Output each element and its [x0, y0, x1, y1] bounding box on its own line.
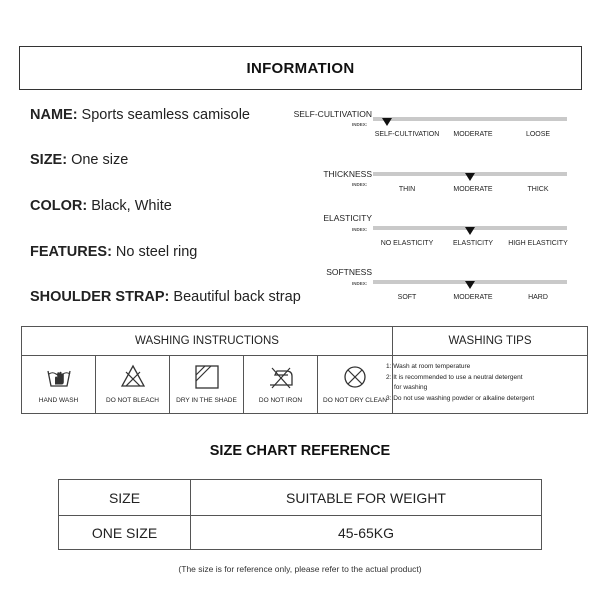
- size-chart-note: (The size is for reference only, please refer to the actual product): [178, 564, 422, 574]
- scale-marker: [465, 227, 475, 235]
- scale-label-low: SOFT: [397, 294, 417, 301]
- care-label: HAND WASH: [38, 397, 79, 404]
- spec-features-key: FEATURES:: [30, 244, 112, 260]
- care-cell-do-not-iron: [244, 356, 318, 413]
- scale-label-high: HARD: [528, 294, 548, 301]
- scale-index-label: INDEX:: [352, 182, 368, 187]
- spec-features: [30, 244, 197, 260]
- scale-label-mid: MODERATE: [453, 186, 493, 193]
- spec-size: [30, 152, 128, 168]
- care-cell-dry-in-shade: [170, 356, 244, 413]
- scale-self-cultivation: [280, 109, 570, 159]
- washing-instructions-header: WASHING INSTRUCTIONS: [22, 327, 393, 356]
- spec-name-key: NAME:: [30, 107, 78, 123]
- care-cell-do-not-bleach: [96, 356, 170, 413]
- washing-tip: for washing: [394, 384, 428, 391]
- spec-name-value: Sports seamless camisole: [77, 107, 250, 123]
- scale-label-mid: ELASTICITY: [452, 240, 494, 247]
- table-header-weight: SUITABLE FOR WEIGHT: [286, 489, 446, 506]
- washing-tip: 2: It is recommended to use a neutral detergent: [386, 373, 523, 381]
- scale-bar: [373, 117, 567, 121]
- scale-label-mid: MODERATE: [453, 131, 493, 138]
- washing-tips-list: [386, 362, 534, 404]
- do-not-iron-icon: [268, 364, 294, 390]
- care-label: DO NOT DRY CLEAN: [323, 397, 387, 404]
- care-cell-hand-wash: [22, 356, 96, 413]
- do-not-bleach-icon: [120, 364, 146, 390]
- spec-size-key: SIZE:: [30, 152, 68, 168]
- washing-tips-header: WASHING TIPS: [393, 327, 587, 356]
- information-header: [19, 46, 582, 90]
- care-label: DO NOT BLEACH: [106, 397, 159, 404]
- table-cell-weight: 45-65KG: [337, 524, 395, 541]
- dry-in-shade-icon: [194, 364, 220, 390]
- scale-index-label: INDEX:: [352, 281, 368, 286]
- scale-index-label: INDEX:: [352, 122, 368, 127]
- scale-elasticity: [280, 213, 570, 268]
- scale-index-label: INDEX:: [352, 227, 368, 232]
- care-label: DRY IN THE SHADE: [176, 397, 237, 404]
- scale-title: SOFTNESS: [326, 267, 372, 277]
- table-cell-size: ONE SIZE: [91, 524, 158, 541]
- scale-label-mid: MODERATE: [453, 294, 493, 301]
- spec-color: [30, 198, 172, 214]
- scale-label-low: THIN: [398, 186, 416, 193]
- information-title: INFORMATION: [246, 59, 355, 77]
- scale-label-high: LOOSE: [525, 131, 551, 138]
- washing-tip: 1: Wash at room temperature: [386, 363, 471, 370]
- spec-size-value: One size: [67, 152, 129, 168]
- hand-wash-icon: [46, 364, 72, 390]
- scale-marker: [465, 173, 475, 181]
- scale-softness: [280, 267, 570, 322]
- spec-color-value: Black, White: [87, 198, 172, 214]
- scale-label-high: HIGH ELASTICITY: [508, 240, 568, 247]
- scale-label-low: SELF-CULTIVATION: [374, 131, 440, 138]
- spec-shoulder-strap: [30, 289, 301, 305]
- spec-shoulder-strap-key: SHOULDER STRAP:: [30, 289, 170, 305]
- spec-shoulder-strap-value: Beautiful back strap: [169, 289, 301, 305]
- size-chart-title: SIZE CHART REFERENCE: [209, 443, 391, 459]
- scale-title: ELASTICITY: [323, 213, 372, 223]
- scale-label-high: THICK: [527, 186, 549, 193]
- washing-tip: 3: Do not use washing powder or alkaline detergent: [386, 394, 535, 402]
- size-chart-table: [58, 479, 542, 550]
- scale-marker: [465, 281, 475, 289]
- scale-marker: [382, 118, 392, 126]
- scale-label-low: NO ELASTICITY: [380, 240, 434, 247]
- scale-thickness: [280, 164, 570, 214]
- spec-name: [30, 107, 250, 123]
- care-label: DO NOT IRON: [258, 397, 303, 404]
- do-not-dry-clean-icon: [342, 364, 368, 390]
- table-header-size: SIZE: [108, 489, 141, 506]
- scale-title: SELF-CULTIVATION: [293, 109, 372, 119]
- scale-title: THICKNESS: [323, 169, 372, 179]
- spec-color-key: COLOR:: [30, 198, 88, 214]
- care-cell-do-not-dry-clean: [318, 356, 393, 413]
- spec-features-value: No steel ring: [111, 244, 198, 260]
